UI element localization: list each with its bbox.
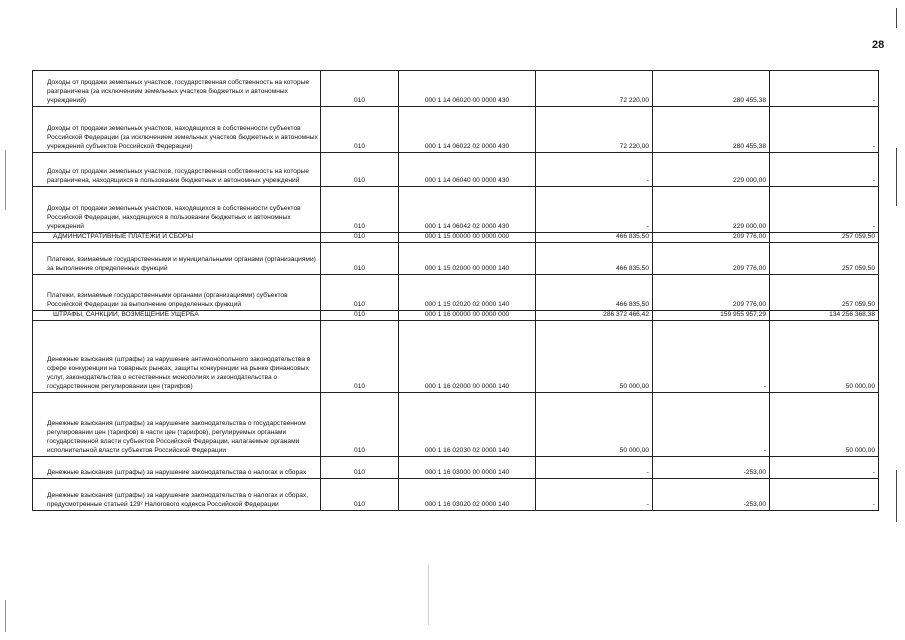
table-row bbox=[33, 393, 879, 457]
row-kbk: 000 1 15 00000 00 0000 000 bbox=[399, 233, 536, 243]
row-rest: - bbox=[770, 457, 879, 479]
scan-mark bbox=[5, 150, 6, 210]
row-fact: 229 000,00 bbox=[653, 187, 770, 233]
row-kbk: 000 1 15 02020 02 0000 140 bbox=[399, 275, 536, 311]
row-code: 010 bbox=[321, 107, 399, 153]
row-kbk: 000 1 14 06020 00 0000 430 bbox=[399, 71, 536, 107]
row-code: 010 bbox=[321, 457, 399, 479]
row-rest: 50 000,00 bbox=[770, 393, 879, 457]
row-fact: 209 776,00 bbox=[653, 275, 770, 311]
row-plan: 466 835,50 bbox=[536, 233, 653, 243]
row-rest: 257 059,50 bbox=[770, 233, 879, 243]
row-name: Платежи, взимаемые государственными и муниципальными органами (организациями) за выполнение определенных функций bbox=[33, 243, 321, 275]
row-rest: - bbox=[770, 187, 879, 233]
row-code: 010 bbox=[321, 479, 399, 511]
row-code: 010 bbox=[321, 187, 399, 233]
row-plan: 286 372 466,42 bbox=[536, 311, 653, 321]
table-row bbox=[33, 233, 879, 243]
row-rest: - bbox=[770, 479, 879, 511]
table-row bbox=[33, 311, 879, 321]
row-rest: 134 256 368,38 bbox=[770, 311, 879, 321]
table-row bbox=[33, 153, 879, 187]
row-fact: 280 455,38 bbox=[653, 71, 770, 107]
row-fact: 280 455,38 bbox=[653, 107, 770, 153]
row-fact: 229 000,00 bbox=[653, 153, 770, 187]
row-kbk: 000 1 16 03000 00 0000 140 bbox=[399, 457, 536, 479]
row-fact: - bbox=[653, 393, 770, 457]
table-row bbox=[33, 71, 879, 107]
table-row bbox=[33, 275, 879, 311]
row-code: 010 bbox=[321, 321, 399, 393]
row-rest: 257 059,50 bbox=[770, 243, 879, 275]
row-fact: -253,00 bbox=[653, 479, 770, 511]
row-name: Денежные взыскания (штрафы) за нарушение антимонопольного законодательства в сфере конкуренции на товарных рынках, защиты конкуренции на рынке финансовых услуг, законодательства о естественных монополиях и законодательства о государственном регулировании цен (тарифов) bbox=[33, 321, 321, 393]
page-number: 28 bbox=[872, 39, 885, 51]
row-code: 010 bbox=[321, 275, 399, 311]
row-kbk: 000 1 16 03020 02 0000 140 bbox=[399, 479, 536, 511]
scan-mark bbox=[428, 565, 429, 625]
table-row bbox=[33, 107, 879, 153]
row-name: Денежные взыскания (штрафы) за нарушение законодательства о налогах и сборах bbox=[33, 457, 321, 479]
row-kbk: 000 1 16 00000 00 0000 000 bbox=[399, 311, 536, 321]
row-name: Доходы от продажи земельных участков, находящихся в собственности субъектов Российской Федерации (за исключением земельных участков бюджетных и автономных учреждений субъектов Российской Федерации) bbox=[33, 107, 321, 153]
row-code: 010 bbox=[321, 243, 399, 275]
row-rest: 50 000,00 bbox=[770, 321, 879, 393]
row-plan: - bbox=[536, 187, 653, 233]
table-row bbox=[33, 321, 879, 393]
table-row bbox=[33, 479, 879, 511]
row-fact: -253,00 bbox=[653, 457, 770, 479]
row-kbk: 000 1 14 06040 00 0000 430 bbox=[399, 153, 536, 187]
row-name: Доходы от продажи земельных участков, государственная собственность на которые разграничена (за исключением земельных участков бюджетных и автономных учреждений) bbox=[33, 71, 321, 107]
row-name: ШТРАФЫ, САНКЦИИ, ВОЗМЕЩЕНИЕ УЩЕРБА bbox=[33, 311, 321, 321]
row-code: 010 bbox=[321, 233, 399, 243]
row-kbk: 000 1 16 02030 02 0000 140 bbox=[399, 393, 536, 457]
table-row bbox=[33, 457, 879, 479]
scan-mark bbox=[5, 600, 6, 632]
row-name: Платежи, взимаемые государственными органами (организациями) субъектов Российской Федерации за выполнение определенных функций bbox=[33, 275, 321, 311]
scan-mark bbox=[896, 148, 897, 206]
row-fact: 209 776,00 bbox=[653, 233, 770, 243]
row-rest: - bbox=[770, 153, 879, 187]
row-name: АДМИНИСТРАТИВНЫЕ ПЛАТЕЖИ И СБОРЫ bbox=[33, 233, 321, 243]
row-rest: - bbox=[770, 107, 879, 153]
row-fact: 209 776,00 bbox=[653, 243, 770, 275]
row-plan: - bbox=[536, 457, 653, 479]
row-kbk: 000 1 16 02000 00 0000 140 bbox=[399, 321, 536, 393]
row-kbk: 000 1 14 06042 02 0000 430 bbox=[399, 187, 536, 233]
row-name: Денежные взыскания (штрафы) за нарушение законодательства о государственном регулировании цен (тарифов) в части цен (тарифов), регулируемых органами государственной власти субъектов Российской Федерации, налагаемые органами исполнительной власти субъектов Российской Федерации bbox=[33, 393, 321, 457]
scan-mark bbox=[896, 8, 897, 28]
table-row bbox=[33, 243, 879, 275]
row-plan: - bbox=[536, 153, 653, 187]
row-code: 010 bbox=[321, 153, 399, 187]
row-kbk: 000 1 14 06022 02 0000 430 bbox=[399, 107, 536, 153]
table-row bbox=[33, 187, 879, 233]
row-code: 010 bbox=[321, 71, 399, 107]
row-rest: 257 059,50 bbox=[770, 275, 879, 311]
row-code: 010 bbox=[321, 311, 399, 321]
row-name: Доходы от продажи земельных участков, государственная собственность на которые разграничена, находящихся в пользовании бюджетных и автономных учреждений bbox=[33, 153, 321, 187]
row-fact: - bbox=[653, 321, 770, 393]
row-kbk: 000 1 15 02000 00 0000 140 bbox=[399, 243, 536, 275]
row-plan: 50 000,00 bbox=[536, 321, 653, 393]
row-plan: 72 220,00 bbox=[536, 107, 653, 153]
row-plan: 466 835,50 bbox=[536, 243, 653, 275]
row-name: Доходы от продажи земельных участков, находящихся в собственности субъектов Российской Федерации, находящихся в пользовании бюджетных и автономных учреждений bbox=[33, 187, 321, 233]
row-name: Денежные взыскания (штрафы) за нарушение законодательства о налогах и сборах, предусмотренные статьей 129² Налогового кодекса Российской Федерации bbox=[33, 479, 321, 511]
row-plan: - bbox=[536, 479, 653, 511]
row-rest: - bbox=[770, 71, 879, 107]
scan-mark bbox=[896, 470, 897, 522]
row-plan: 466 835,50 bbox=[536, 275, 653, 311]
row-plan: 72 220,00 bbox=[536, 71, 653, 107]
row-code: 010 bbox=[321, 393, 399, 457]
revenue-table bbox=[32, 70, 879, 511]
row-plan: 50 000,00 bbox=[536, 393, 653, 457]
row-fact: 159 955 957,29 bbox=[653, 311, 770, 321]
